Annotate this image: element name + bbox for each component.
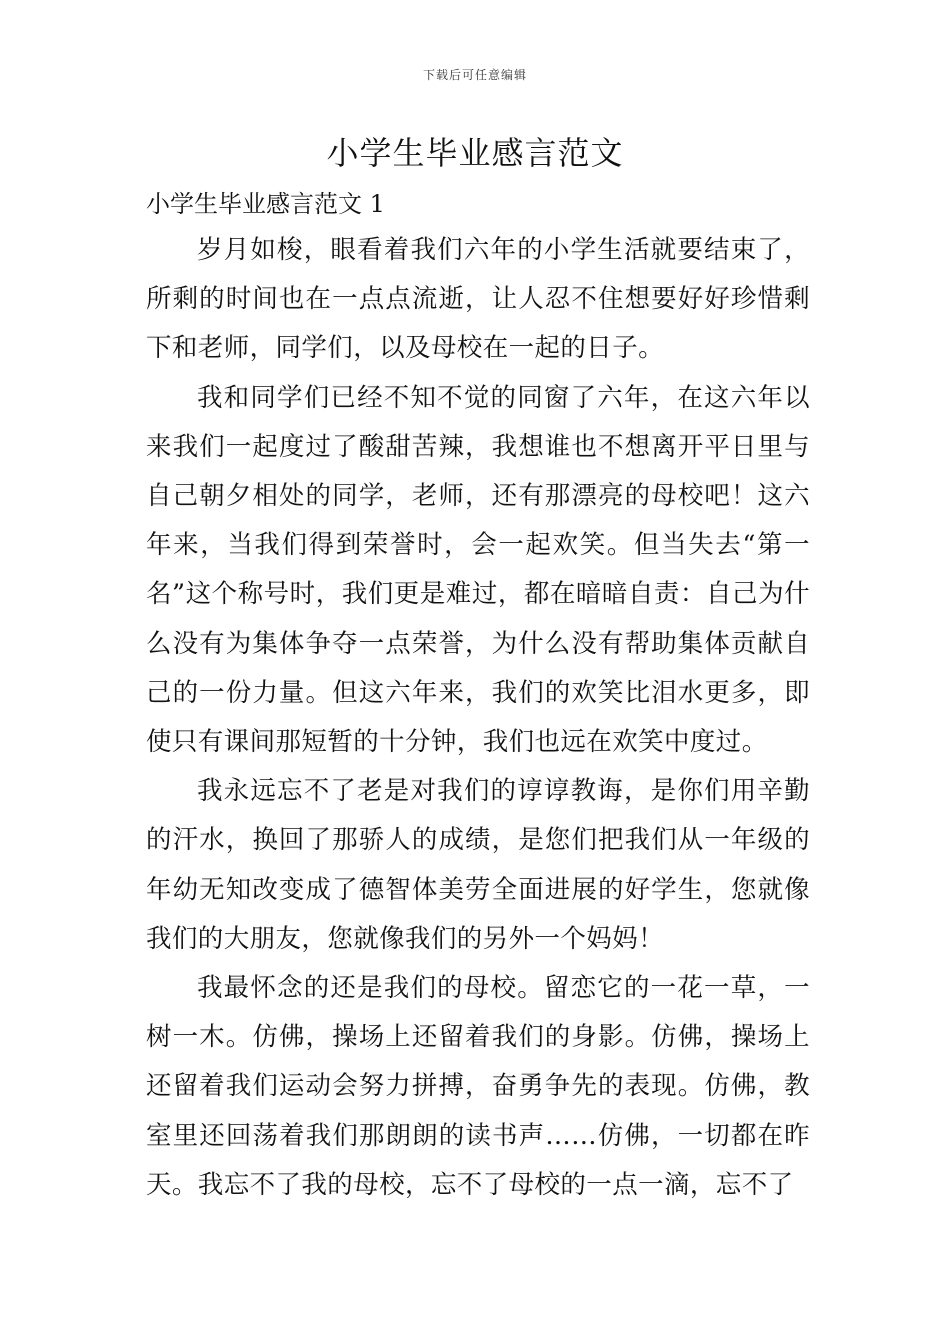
paragraph-1: 岁月如梭，眼看着我们六年的小学生活就要结束了，所剩的时间也在一点点流逝，让人忍不住想要好好珍惜剩下和老师，同学们，以及母校在一起的日子。 (146, 235, 810, 364)
paragraph-4: 我最怀念的还是我们的母校。留恋它的一花一草，一树一木。仿佛，操场上还留着我们的身影。仿佛，操场上还留着我们运动会努力拼搏，奋勇争先的表现。仿佛，教室里还回荡着我们那朗朗的读书声……仿佛，一切都在昨天。我忘不了我的母校，忘不了母校的一点一滴，忘不了 (146, 973, 810, 1200)
section-subtitle: 小学生毕业感言范文 1 (146, 190, 385, 218)
header-note: 下载后可任意编辑 (422, 68, 527, 82)
paragraph-2: 我和同学们已经不知不觉的同窗了六年，在这六年以来我们一起度过了酸甜苦辣，我想谁也不想离开平日里与自己朝夕相处的同学，老师，还有那漂亮的母校吧！这六年来，当我们得到荣誉时，会一起欢笑。但当失去“第一名”这个称号时，我们更是难过，都在暗暗自责：自己为什么没有为集体争夺一点荣誉，为什么没有帮助集体贡献自己的一份力量。但这六年来，我们的欢笑比泪水更多，即使只有课间那短暂的十分钟，我们也远在欢笑中度过。 (146, 382, 810, 758)
body-text (146, 226, 810, 1210)
paragraph-3: 我永远忘不了老是对我们的谆谆教诲，是你们用辛勤的汗水，换回了那骄人的成绩，是您们把我们从一年级的年幼无知改变成了德智体美劳全面进展的好学生，您就像我们的大朋友，您就像我们的另外一个妈妈！ (146, 776, 810, 954)
document-title: 小学生毕业感言范文 (326, 134, 624, 172)
